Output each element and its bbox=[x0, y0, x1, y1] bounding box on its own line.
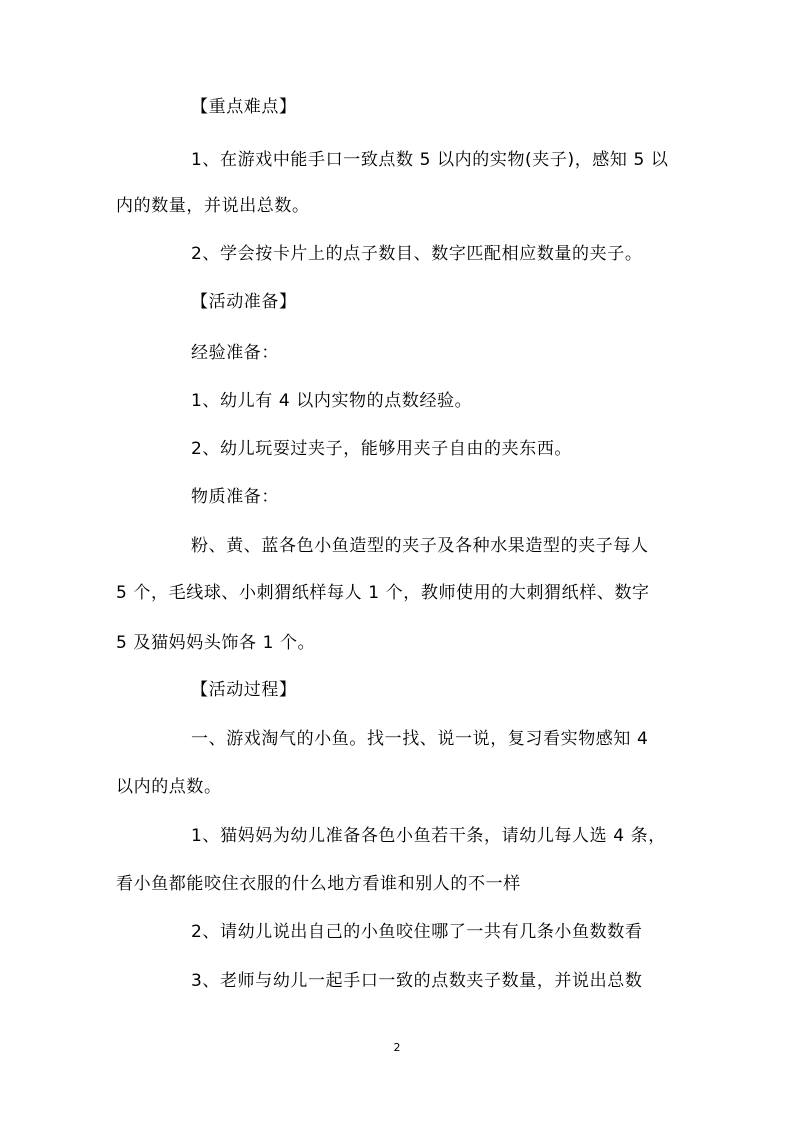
paragraph-line: 5 及猫妈妈头饰各 1 个。 bbox=[116, 633, 316, 653]
heading-key-points: 【重点难点】 bbox=[191, 97, 297, 117]
paragraph-line: 内的数量，并说出总数。 bbox=[116, 196, 310, 216]
heading-activity-prep: 【活动准备】 bbox=[191, 292, 297, 312]
subheading-experience: 经验准备： bbox=[191, 343, 279, 363]
paragraph-line: 看小鱼都能咬住衣服的什么地方看谁和别人的不一样 bbox=[116, 874, 521, 894]
paragraph-line: 粉、黄、蓝各色小鱼造型的夹子及各种水果造型的夹子每人 bbox=[191, 536, 649, 556]
subheading-materials: 物质准备： bbox=[191, 487, 279, 507]
paragraph-line: 2、请幼儿说出自己的小鱼咬住哪了一共有几条小鱼数数看 bbox=[191, 922, 643, 942]
paragraph-line: 1、幼儿有 4 以内实物的点数经验。 bbox=[191, 391, 473, 411]
paragraph-line: 2、学会按卡片上的点子数目、数字匹配相应数量的夹子。 bbox=[191, 244, 643, 264]
paragraph-line: 1、猫妈妈为幼儿准备各色小鱼若干条，请幼儿每人选 4 条， bbox=[191, 826, 666, 846]
paragraph-line: 1、在游戏中能手口一致点数 5 以内的实物(夹子)，感知 5 以 bbox=[191, 150, 669, 170]
paragraph-line: 2、幼儿玩耍过夹子，能够用夹子自由的夹东西。 bbox=[191, 439, 573, 459]
paragraph-line: 一、游戏淘气的小鱼。找一找、说一说，复习看实物感知 4 bbox=[191, 729, 649, 749]
paragraph-line: 5 个，毛线球、小刺猬纸样每人 1 个，教师使用的大刺猬纸样、数字 bbox=[116, 583, 650, 603]
paragraph-line: 3、老师与幼儿一起手口一致的点数夹子数量，并说出总数 bbox=[191, 971, 643, 991]
heading-activity-process: 【活动过程】 bbox=[191, 680, 297, 700]
page-number: 2 bbox=[393, 1041, 401, 1054]
paragraph-line: 以内的点数。 bbox=[116, 777, 222, 797]
